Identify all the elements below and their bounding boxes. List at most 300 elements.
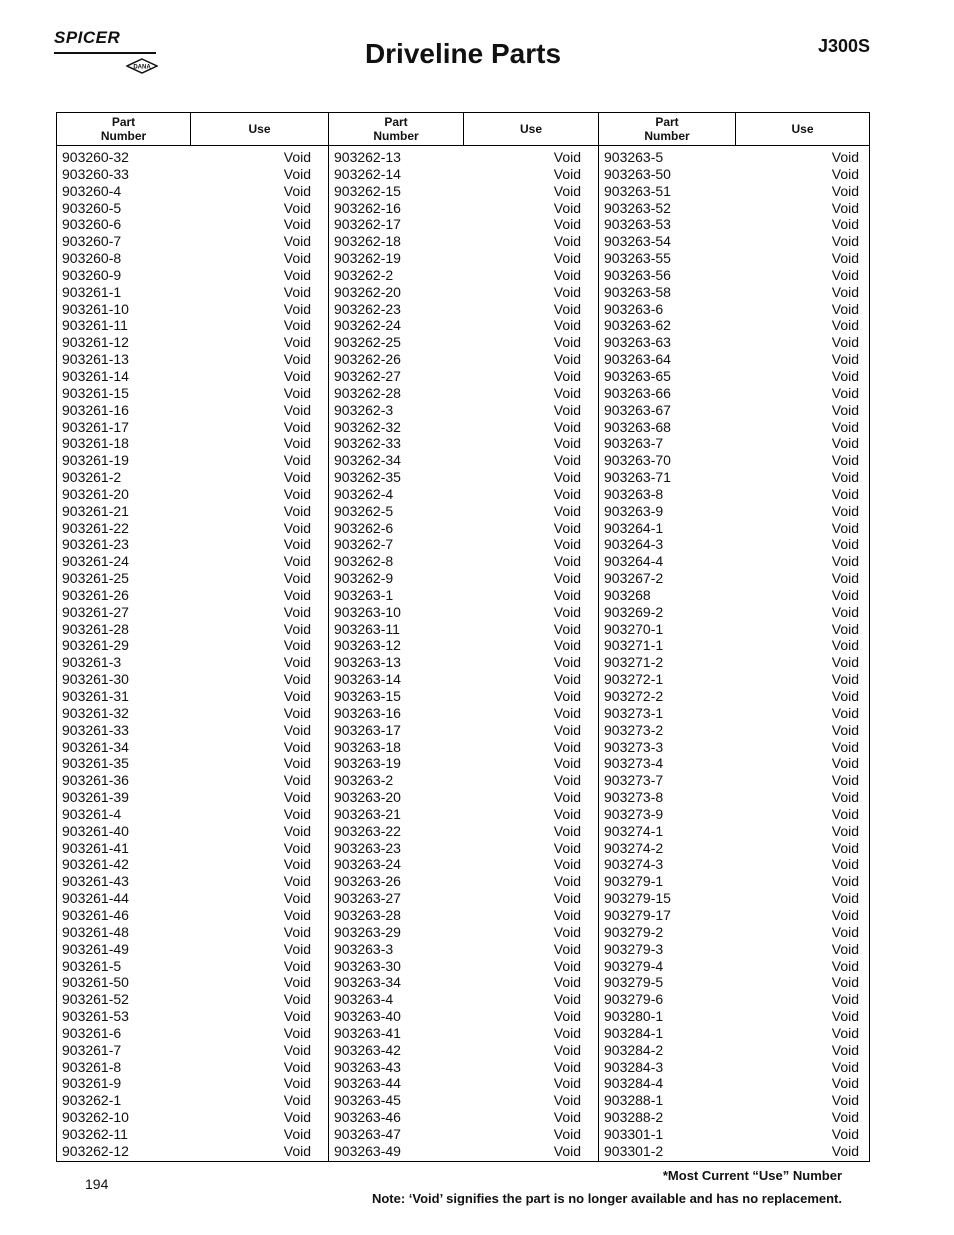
part-number: 903260-9	[62, 266, 122, 283]
part-number: 903263-58	[604, 283, 671, 300]
part-use: Void	[553, 300, 581, 317]
part-use: Void	[283, 856, 311, 873]
part-number: 903272-2	[604, 688, 664, 704]
part-use: Void	[831, 991, 859, 1008]
part-use: Void	[831, 940, 859, 957]
part-use: Void	[283, 1008, 311, 1025]
table-row	[329, 452, 598, 469]
part-number: 903261-36	[62, 772, 129, 789]
part-number: 903263-30	[334, 957, 401, 974]
part-use: Void	[553, 182, 581, 199]
part-use: Void	[553, 805, 581, 822]
part-use: Void	[283, 721, 311, 738]
part-use: Void	[831, 401, 859, 418]
part-use: Void	[283, 1125, 311, 1142]
table-row	[599, 486, 869, 503]
part-use: Void	[831, 570, 859, 587]
part-use: Void	[831, 1092, 859, 1109]
table-row	[57, 233, 328, 250]
part-number: 903262-25	[334, 334, 401, 351]
part-use: Void	[831, 452, 859, 469]
part-use: Void	[831, 822, 859, 839]
table-row	[599, 570, 869, 587]
badge-text: DANA	[133, 64, 151, 71]
part-use: Void	[831, 165, 859, 182]
part-use: Void	[553, 1125, 581, 1142]
part-number: 903263-19	[334, 755, 401, 772]
part-use: Void	[553, 536, 581, 553]
part-use: Void	[553, 772, 581, 789]
part-number: 903261-3	[62, 654, 122, 671]
part-use: Void	[831, 1075, 859, 1092]
part-number: 903262-23	[334, 300, 401, 317]
table-row	[329, 1075, 598, 1092]
part-number: 903260-7	[62, 233, 122, 250]
table-row	[57, 991, 328, 1008]
part-number: 903263-18	[334, 738, 401, 755]
table-row	[57, 637, 328, 654]
part-number: 903263-29	[334, 923, 401, 940]
part-use: Void	[831, 418, 859, 435]
part-number: 903261-4	[62, 805, 122, 822]
table-row	[599, 722, 869, 739]
header-use-2: Use	[464, 113, 599, 145]
part-number: 903261-50	[62, 974, 129, 991]
part-number: 903288-2	[604, 1109, 664, 1126]
table-row	[599, 250, 869, 267]
part-number: 903261-12	[62, 334, 129, 351]
table-row	[599, 503, 869, 520]
table-row	[599, 402, 869, 419]
part-number: 903263-16	[334, 704, 401, 721]
part-use: Void	[553, 839, 581, 856]
table-row	[599, 166, 869, 183]
table-row	[599, 924, 869, 941]
table-row	[57, 856, 328, 873]
part-number: 903284-1	[604, 1024, 664, 1041]
table-row	[57, 216, 328, 233]
part-number: 903263-15	[334, 688, 401, 704]
table-row	[329, 772, 598, 789]
table-row	[599, 1143, 869, 1160]
table-row	[329, 1092, 598, 1109]
part-number: 903262-7	[334, 536, 394, 553]
table-row	[329, 755, 598, 772]
part-use: Void	[831, 435, 859, 452]
part-use: Void	[831, 671, 859, 688]
part-use: Void	[831, 603, 859, 620]
part-number: 903263-52	[604, 199, 671, 216]
table-row	[599, 991, 869, 1008]
part-use: Void	[283, 822, 311, 839]
part-number: 903271-1	[604, 637, 664, 654]
part-number: 903261-22	[62, 519, 129, 536]
table-row	[329, 216, 598, 233]
part-use: Void	[831, 199, 859, 216]
table-row	[599, 1059, 869, 1076]
part-number: 903262-11	[62, 1125, 128, 1142]
table-row	[57, 334, 328, 351]
part-number: 903263-7	[604, 435, 664, 452]
table-row	[329, 351, 598, 368]
part-use: Void	[553, 755, 581, 772]
part-number: 903262-33	[334, 435, 401, 452]
part-use: Void	[553, 469, 581, 486]
table-row	[329, 604, 598, 621]
part-number: 903263-43	[334, 1058, 401, 1075]
table-row	[329, 705, 598, 722]
part-use: Void	[283, 688, 311, 704]
part-number: 903279-17	[604, 906, 671, 923]
table-row	[599, 907, 869, 924]
part-use: Void	[831, 789, 859, 806]
header-part-number-1: Part Number	[57, 113, 191, 145]
table-row	[57, 1143, 328, 1160]
table-row	[599, 772, 869, 789]
part-use: Void	[553, 367, 581, 384]
table-row	[599, 385, 869, 402]
part-number: 903263-14	[334, 671, 401, 688]
part-use: Void	[283, 586, 311, 603]
part-use: Void	[553, 974, 581, 991]
part-number: 903263-3	[334, 940, 394, 957]
table-row	[57, 789, 328, 806]
table-row	[599, 1042, 869, 1059]
part-number: 903271-2	[604, 654, 664, 671]
part-number: 903263-68	[604, 418, 671, 435]
table-row	[599, 840, 869, 857]
table-column-1	[57, 146, 329, 1161]
part-use: Void	[831, 974, 859, 991]
table-row	[599, 688, 869, 705]
part-use: Void	[553, 199, 581, 216]
part-number: 903262-4	[334, 485, 394, 502]
part-use: Void	[283, 435, 311, 452]
table-row	[599, 469, 869, 486]
part-number: 903261-34	[62, 738, 129, 755]
part-number: 903262-1	[62, 1092, 122, 1109]
table-row	[329, 469, 598, 486]
part-number: 903263-46	[334, 1109, 401, 1126]
part-use: Void	[553, 165, 581, 182]
part-number: 903284-2	[604, 1041, 664, 1058]
part-number: 903263-24	[334, 856, 401, 873]
part-use: Void	[831, 1024, 859, 1041]
table-row	[329, 856, 598, 873]
part-number: 903273-2	[604, 721, 664, 738]
part-use: Void	[283, 1058, 311, 1075]
part-use: Void	[553, 1109, 581, 1126]
part-use: Void	[553, 738, 581, 755]
part-number: 903260-5	[62, 199, 122, 216]
header-use-3: Use	[791, 122, 814, 136]
table-row	[57, 351, 328, 368]
part-use: Void	[553, 233, 581, 250]
table-row	[329, 789, 598, 806]
table-row	[599, 1109, 869, 1126]
part-use: Void	[831, 469, 859, 486]
part-number: 903261-16	[62, 401, 129, 418]
part-use: Void	[283, 266, 311, 283]
part-number: 903270-1	[604, 620, 664, 637]
part-number: 903274-1	[604, 822, 664, 839]
part-number: 903263-21	[334, 805, 401, 822]
table-row	[329, 435, 598, 452]
table-row	[57, 739, 328, 756]
part-use: Void	[553, 940, 581, 957]
part-use: Void	[553, 553, 581, 570]
part-use: Void	[553, 923, 581, 940]
table-row	[329, 1126, 598, 1143]
table-row	[329, 890, 598, 907]
table-row	[329, 317, 598, 334]
part-number: 903263-20	[334, 789, 401, 806]
part-use: Void	[283, 603, 311, 620]
table-row	[599, 974, 869, 991]
table-row	[599, 789, 869, 806]
table-row	[599, 200, 869, 217]
part-number: 903262-16	[334, 199, 401, 216]
table-row	[57, 1059, 328, 1076]
part-use: Void	[283, 1142, 311, 1159]
part-use: Void	[283, 671, 311, 688]
table-row	[599, 856, 869, 873]
table-row	[329, 402, 598, 419]
part-use: Void	[831, 317, 859, 334]
table-row	[57, 301, 328, 318]
part-number: 903273-4	[604, 755, 664, 772]
part-use: Void	[553, 283, 581, 300]
table-row	[329, 1008, 598, 1025]
table-row	[57, 1109, 328, 1126]
part-number: 903261-32	[62, 704, 129, 721]
table-column-3	[599, 146, 869, 1161]
table-row	[57, 1025, 328, 1042]
table-row	[329, 419, 598, 436]
table-row	[329, 553, 598, 570]
part-use: Void	[283, 1041, 311, 1058]
part-number: 903261-44	[62, 890, 129, 907]
table-row	[599, 587, 869, 604]
part-number: 903263-23	[334, 839, 401, 856]
table-row	[329, 924, 598, 941]
header-part-number-3: Part Number	[599, 113, 736, 145]
part-number: 903272-1	[604, 671, 664, 688]
part-use: Void	[831, 519, 859, 536]
table-row	[57, 570, 328, 587]
part-number: 903263-49	[334, 1142, 401, 1159]
part-number: 903261-33	[62, 721, 129, 738]
part-number: 903263-6	[604, 300, 664, 317]
part-use: Void	[553, 384, 581, 401]
part-use: Void	[553, 1142, 581, 1159]
table-row	[599, 351, 869, 368]
part-use: Void	[283, 637, 311, 654]
part-use: Void	[283, 485, 311, 502]
table-row	[599, 553, 869, 570]
part-number: 903261-8	[62, 1058, 122, 1075]
table-row	[57, 368, 328, 385]
part-number: 903263-65	[604, 367, 671, 384]
part-use: Void	[553, 637, 581, 654]
part-use: Void	[831, 738, 859, 755]
part-use: Void	[553, 216, 581, 233]
table-row	[57, 924, 328, 941]
part-use: Void	[283, 704, 311, 721]
table-row	[57, 1092, 328, 1109]
part-number: 903261-52	[62, 991, 129, 1008]
part-use: Void	[831, 890, 859, 907]
part-number: 903268	[604, 586, 651, 603]
table-row	[599, 1008, 869, 1025]
table-row	[599, 233, 869, 250]
table-row	[57, 604, 328, 621]
table-row	[329, 149, 598, 166]
part-number: 903263-42	[334, 1041, 401, 1058]
table-row	[599, 452, 869, 469]
table-row	[599, 671, 869, 688]
part-number: 903260-4	[62, 182, 122, 199]
part-use: Void	[283, 401, 311, 418]
part-number: 903280-1	[604, 1008, 664, 1025]
part-use: Void	[283, 755, 311, 772]
table-row	[329, 267, 598, 284]
table-row	[57, 183, 328, 200]
part-number: 903279-1	[604, 873, 664, 890]
part-use: Void	[553, 603, 581, 620]
table-row	[57, 772, 328, 789]
part-number: 903263-70	[604, 452, 671, 469]
table-row	[57, 149, 328, 166]
part-number: 903263-51	[604, 182, 671, 199]
part-number: 903263-45	[334, 1092, 401, 1109]
table-row	[57, 840, 328, 857]
table-row	[329, 166, 598, 183]
table-row	[329, 991, 598, 1008]
part-use: Void	[831, 856, 859, 873]
part-use: Void	[553, 1058, 581, 1075]
part-number: 903261-19	[62, 452, 129, 469]
table-row	[329, 958, 598, 975]
part-number: 903262-5	[334, 502, 394, 519]
part-use: Void	[553, 856, 581, 873]
part-number: 903262-8	[334, 553, 394, 570]
part-number: 903260-33	[62, 165, 129, 182]
part-use: Void	[553, 502, 581, 519]
part-number: 903263-66	[604, 384, 671, 401]
part-use: Void	[831, 839, 859, 856]
part-use: Void	[283, 250, 311, 267]
table-row	[599, 536, 869, 553]
table-row	[599, 149, 869, 166]
part-number: 903273-1	[604, 704, 664, 721]
part-number: 903261-2	[62, 469, 122, 486]
part-number: 903261-14	[62, 367, 129, 384]
part-use: Void	[831, 1109, 859, 1126]
table-row	[57, 452, 328, 469]
part-use: Void	[283, 839, 311, 856]
part-use: Void	[283, 300, 311, 317]
part-number: 903263-34	[334, 974, 401, 991]
part-use: Void	[831, 805, 859, 822]
part-number: 903261-5	[62, 957, 122, 974]
parts-table	[56, 112, 870, 1162]
table-row	[599, 604, 869, 621]
part-use: Void	[283, 519, 311, 536]
table-row	[599, 621, 869, 638]
part-use: Void	[553, 704, 581, 721]
part-number: 903261-48	[62, 923, 129, 940]
part-number: 903279-3	[604, 940, 664, 957]
part-number: 903279-5	[604, 974, 664, 991]
table-row	[599, 637, 869, 654]
table-row	[57, 419, 328, 436]
part-use: Void	[553, 671, 581, 688]
part-number: 903262-12	[62, 1142, 129, 1159]
part-use: Void	[553, 1024, 581, 1041]
part-number: 903262-34	[334, 452, 401, 469]
part-use: Void	[553, 570, 581, 587]
part-number: 903262-6	[334, 519, 394, 536]
part-use: Void	[831, 586, 859, 603]
table-row	[329, 621, 598, 638]
page-number: 194	[85, 1176, 109, 1192]
part-number: 903263-27	[334, 890, 401, 907]
part-use: Void	[553, 688, 581, 704]
part-number: 903262-3	[334, 401, 394, 418]
table-row	[329, 806, 598, 823]
part-number: 903260-6	[62, 216, 122, 233]
table-row	[599, 1075, 869, 1092]
page-title: Driveline Parts	[364, 38, 562, 69]
part-use: Void	[283, 805, 311, 822]
table-row	[329, 1059, 598, 1076]
part-use: Void	[283, 1109, 311, 1126]
part-number: 903261-31	[62, 688, 129, 704]
table-row	[329, 486, 598, 503]
part-use: Void	[283, 182, 311, 199]
table-row	[599, 958, 869, 975]
table-row	[57, 267, 328, 284]
table-row	[329, 907, 598, 924]
part-use: Void	[831, 637, 859, 654]
part-use: Void	[553, 401, 581, 418]
table-row	[329, 722, 598, 739]
table-row	[599, 941, 869, 958]
part-use: Void	[831, 873, 859, 890]
table-row	[599, 368, 869, 385]
part-number: 903262-28	[334, 384, 401, 401]
part-number: 903261-7	[62, 1041, 122, 1058]
part-number: 903263-5	[604, 149, 664, 165]
part-number: 903279-15	[604, 890, 671, 907]
part-use: Void	[553, 351, 581, 368]
part-use: Void	[283, 283, 311, 300]
void-note: Note: ‘Void’ signifies the part is no longer available and has no replacement.	[371, 1191, 842, 1206]
part-number: 903261-27	[62, 603, 129, 620]
part-use: Void	[553, 149, 581, 165]
part-number: 903261-46	[62, 906, 129, 923]
table-row	[329, 1143, 598, 1160]
part-number: 903262-13	[334, 149, 401, 165]
table-column-2	[329, 146, 599, 1161]
table-row	[329, 823, 598, 840]
table-row	[57, 1008, 328, 1025]
part-use: Void	[553, 991, 581, 1008]
part-use: Void	[283, 974, 311, 991]
table-row	[57, 722, 328, 739]
part-use: Void	[283, 654, 311, 671]
